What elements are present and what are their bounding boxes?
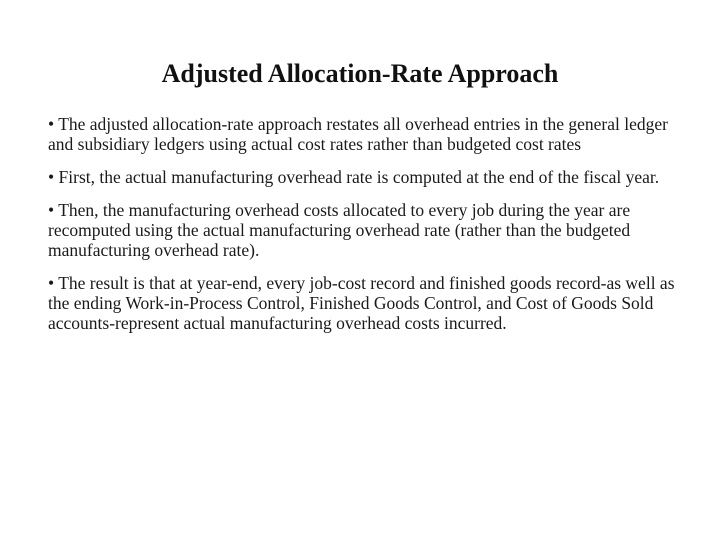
slide-title: Adjusted Allocation-Rate Approach — [161, 59, 559, 88]
bullet-marker: • — [48, 167, 55, 187]
bullet-marker: • — [48, 273, 55, 293]
bullet-item — [48, 114, 688, 154]
bullet-item — [48, 273, 688, 333]
bullet-item — [48, 200, 688, 260]
bullet-marker: • — [48, 114, 55, 134]
bullet-text: The adjusted allocation-rate approach restates all overhead entries in the general ledger and subsidiary ledgers using actual cost rates rather than budgeted cost rates — [48, 114, 668, 154]
bullet-text: Then, the manufacturing overhead costs allocated to every job during the year are recomputed using the actual manufacturing overhead rate (rather than the budgeted manufacturing overhead rate). — [48, 200, 631, 260]
bullet-list — [48, 114, 688, 346]
bullet-item — [48, 167, 688, 187]
bullet-marker: • — [48, 200, 55, 220]
bullet-text: The result is that at year-end, every job-cost record and finished goods record-as well as the ending Work-in-Process Control, Finished Goods Control, and Cost of Goods Sold accounts-represent actual manufacturing overhead costs incurred. — [48, 273, 675, 333]
bullet-text: First, the actual manufacturing overhead rate is computed at the end of the fiscal year. — [58, 167, 660, 187]
